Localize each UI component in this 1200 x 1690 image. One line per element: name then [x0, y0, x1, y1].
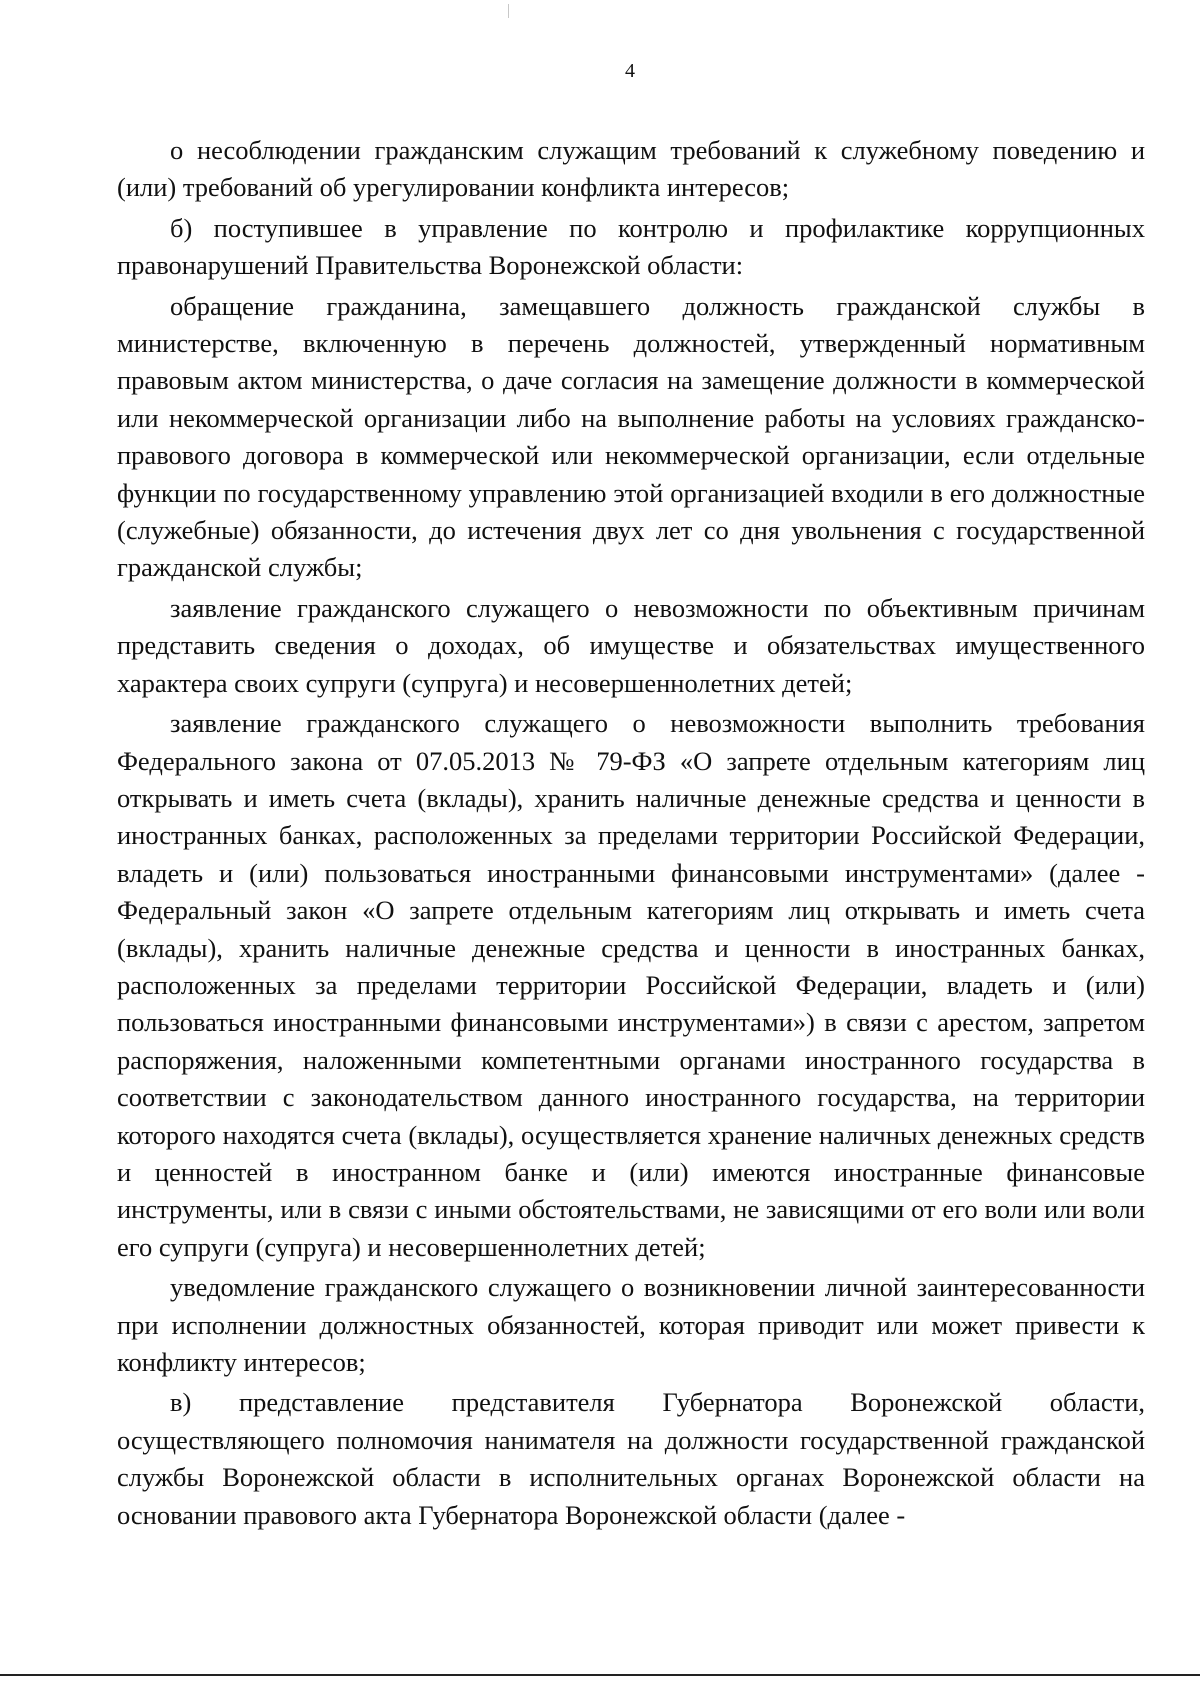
scan-artifact: [508, 4, 509, 18]
document-body: [117, 132, 1145, 1534]
paragraph-citizen-appeal: обращение гражданина, замещавшего должность гражданской службы в министерстве, включенную в перечень должностей, утвержденный нормативным правовым актом министерства, о даче согласия на замещение должности в коммерческой или некоммерческой организации либо на выполнение работы на условиях гражданско-правового договора в коммерческой или некоммерческой организации, если отдельные функции по государственному управлению этой организацией входили в его должностные (служебные) обязанности, до истечения двух лет со дня увольнения с государственной гражданской службы;: [117, 290, 1145, 583]
paragraph-conflict-of-interest-notice: уведомление гражданского служащего о возникновении личной заинтересованности при исполнении должностных обязанностей, которая приводит или может привести к конфликту интересов;: [117, 1272, 1145, 1377]
paragraph-item-v: в) представление представителя Губернатора Воронежской области, осуществляющего полномочия нанимателя на должности государственной гражданской службы Воронежской области в исполнительных органах Воронежской области на основании правового акта Губернатора Воронежской области (далее -: [117, 1387, 1145, 1530]
paragraph-item-b: б) поступившее в управление по контролю и профилактике коррупционных правонарушений Правительства Воронежской области:: [117, 212, 1145, 281]
paragraph-foreign-accounts-statement: заявление гражданского служащего о невозможности выполнить требования Федерального закона от 07.05.2013 № 79-ФЗ «О запрете отдельным категориям лиц открывать и иметь счета (вклады), хранить наличные денежные средства и ценности в иностранных банках, расположенных за пределами территории Российской Федерации, владеть и (или) пользоваться иностранными финансовыми инструментами» (далее - Федеральный закон «О запрете отдельным категориям лиц открывать и иметь счета (вклады), хранить наличные денежные средства и ценности в иностранных банках, расположенных за пределами территории Российской Федерации, владеть и (или) пользоваться иностранными финансовыми инструментами») в связи с арестом, запретом распоряжения, наложенными компетентными органами иностранного государства в соответствии с законодательством данного иностранного государства, на территории которого находятся счета (вклады), осуществляется хранение наличных денежных средств и ценностей в иностранном банке и (или) имеются иностранные финансовые инструменты, или в связи с иными обстоятельствами, не зависящими от его воли или воли его супруги (супруга) и несовершеннолетних детей;: [117, 708, 1145, 1262]
bottom-scan-edge: [0, 1674, 1200, 1676]
paragraph-noncompliance-continuation: о несоблюдении гражданским служащим требований к служебному поведению и (или) требований об урегулировании конфликта интересов;: [117, 135, 1145, 203]
page-number: 4: [625, 60, 635, 82]
paragraph-income-statement-impossibility: заявление гражданского служащего о невозможности по объективным причинам представить сведения о доходах, об имуществе и обязательствах имущественного характера своих супруги (супруга) и несовершеннолетних детей;: [117, 592, 1145, 698]
